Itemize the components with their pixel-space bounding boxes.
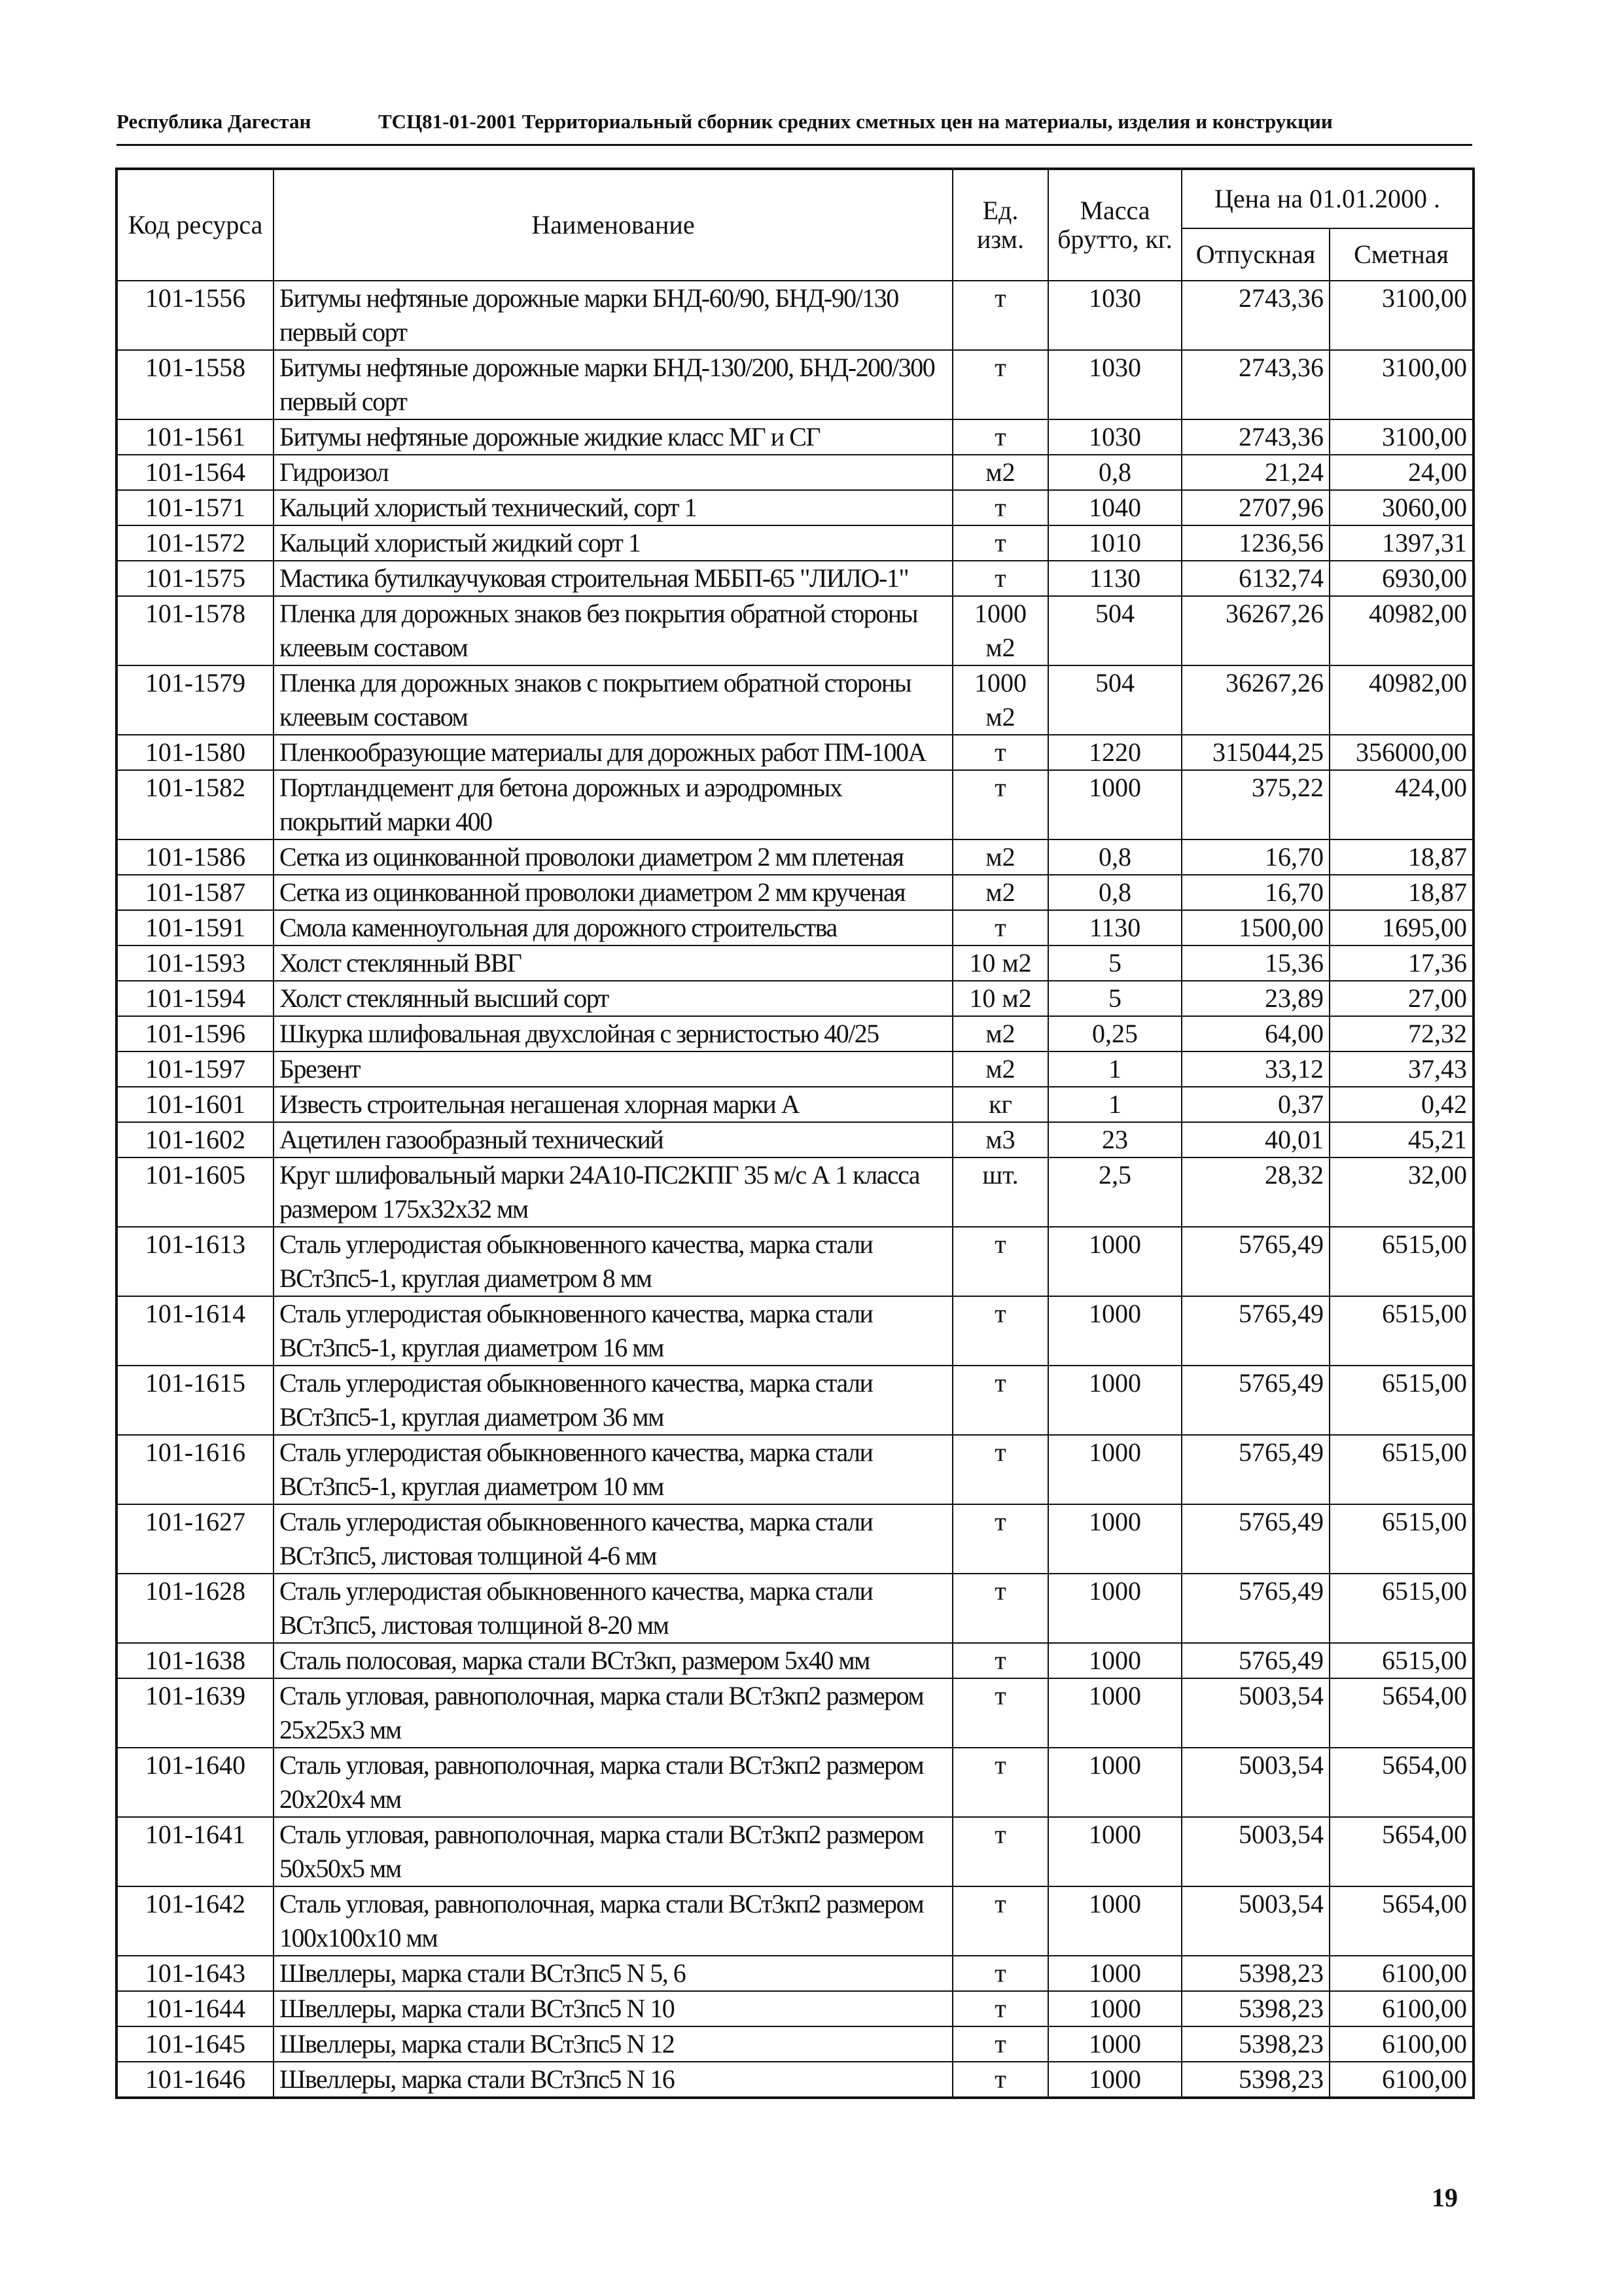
row-unit: т <box>953 1678 1048 1748</box>
row-name: Шкурка шлифовальная двухслойная с зернистостью 40/25 <box>274 1016 953 1051</box>
row-unit: т <box>953 1817 1048 1886</box>
row-mass: 1030 <box>1048 281 1182 350</box>
row-release-price: 5398,23 <box>1182 1956 1330 1991</box>
row-code: 101-1558 <box>116 350 274 419</box>
table-row <box>116 490 1474 525</box>
row-unit: т <box>953 525 1048 561</box>
row-name: Битумы нефтяные дорожные марки БНД-130/200, БНД-200/300 первый сорт <box>274 350 953 419</box>
row-estimate-price: 5654,00 <box>1330 1817 1474 1886</box>
row-release-price: 23,89 <box>1182 981 1330 1016</box>
row-estimate-price: 6515,00 <box>1330 1366 1474 1435</box>
row-release-price: 21,24 <box>1182 455 1330 490</box>
row-name: Битумы нефтяные дорожные жидкие класс МГ и СГ <box>274 419 953 455</box>
row-name: Сталь угловая, равнополочная, марка стали ВСт3кп2 размером 100х100х10 мм <box>274 1886 953 1956</box>
row-name: Сталь угловая, равнополочная, марка стали ВСт3кп2 размером 20х20х4 мм <box>274 1748 953 1817</box>
row-name: Швеллеры, марка стали ВСт3пс5 N 10 <box>274 1991 953 2026</box>
row-name: Сталь угловая, равнополочная, марка стали ВСт3кп2 размером 25х25х3 мм <box>274 1678 953 1748</box>
header-rule <box>116 144 1472 146</box>
row-code: 101-1628 <box>116 1574 274 1643</box>
row-name: Гидроизол <box>274 455 953 490</box>
row-mass: 1000 <box>1048 770 1182 839</box>
row-release-price: 16,70 <box>1182 839 1330 875</box>
row-estimate-price: 5654,00 <box>1330 1886 1474 1956</box>
row-code: 101-1561 <box>116 419 274 455</box>
row-release-price: 40,01 <box>1182 1122 1330 1157</box>
row-release-price: 16,70 <box>1182 875 1330 910</box>
table-row <box>116 525 1474 561</box>
page-header <box>116 110 1472 133</box>
price-table <box>115 168 1475 2099</box>
table-row <box>116 1366 1474 1435</box>
row-unit: т <box>953 561 1048 596</box>
row-mass: 1000 <box>1048 1504 1182 1574</box>
row-unit: м2 <box>953 455 1048 490</box>
row-mass: 0,8 <box>1048 455 1182 490</box>
row-release-price: 5003,54 <box>1182 1748 1330 1817</box>
row-release-price: 5398,23 <box>1182 1991 1330 2026</box>
row-release-price: 2707,96 <box>1182 490 1330 525</box>
row-name: Пленка для дорожных знаков с покрытием обратной стороны клеевым составом <box>274 665 953 735</box>
row-release-price: 36267,26 <box>1182 665 1330 735</box>
row-estimate-price: 1695,00 <box>1330 910 1474 945</box>
row-unit: кг <box>953 1087 1048 1122</box>
row-code: 101-1638 <box>116 1643 274 1678</box>
table-row <box>116 1157 1474 1227</box>
table-row <box>116 1678 1474 1748</box>
row-release-price: 315044,25 <box>1182 735 1330 770</box>
row-release-price: 5765,49 <box>1182 1366 1330 1435</box>
row-estimate-price: 6515,00 <box>1330 1574 1474 1643</box>
row-name: Сталь углеродистая обыкновенного качества, марка стали ВСт3пс5, листовая толщиной 8-20 мм <box>274 1574 953 1643</box>
table-row <box>116 981 1474 1016</box>
table-row <box>116 735 1474 770</box>
row-name: Швеллеры, марка стали ВСт3пс5 N 5, 6 <box>274 1956 953 1991</box>
row-estimate-price: 3100,00 <box>1330 350 1474 419</box>
row-unit: т <box>953 1366 1048 1435</box>
row-mass: 1000 <box>1048 1991 1182 2026</box>
row-code: 101-1643 <box>116 1956 274 1991</box>
row-estimate-price: 6100,00 <box>1330 1991 1474 2026</box>
row-release-price: 2743,36 <box>1182 419 1330 455</box>
row-code: 101-1556 <box>116 281 274 350</box>
table-row <box>116 1643 1474 1678</box>
row-name: Сталь углеродистая обыкновенного качества, марка стали ВСт3пс5-1, круглая диаметром 10 мм <box>274 1435 953 1504</box>
row-name: Холст стеклянный ВВГ <box>274 945 953 981</box>
table-row <box>116 1748 1474 1817</box>
row-release-price: 5765,49 <box>1182 1574 1330 1643</box>
row-unit: т <box>953 1748 1048 1817</box>
row-name: Ацетилен газообразный технический <box>274 1122 953 1157</box>
row-release-price: 5003,54 <box>1182 1886 1330 1956</box>
table-header-row <box>116 169 1474 228</box>
row-code: 101-1614 <box>116 1296 274 1366</box>
row-mass: 1130 <box>1048 561 1182 596</box>
row-estimate-price: 424,00 <box>1330 770 1474 839</box>
row-code: 101-1596 <box>116 1016 274 1051</box>
row-code: 101-1605 <box>116 1157 274 1227</box>
row-estimate-price: 45,21 <box>1330 1122 1474 1157</box>
row-mass: 1 <box>1048 1051 1182 1087</box>
row-release-price: 15,36 <box>1182 945 1330 981</box>
row-release-price: 36267,26 <box>1182 596 1330 665</box>
page-number: 19 <box>1432 2183 1458 2212</box>
table-row <box>116 1991 1474 2026</box>
table-row <box>116 945 1474 981</box>
table-row <box>116 455 1474 490</box>
row-code: 101-1564 <box>116 455 274 490</box>
row-release-price: 2743,36 <box>1182 281 1330 350</box>
row-mass: 1000 <box>1048 1956 1182 1991</box>
row-mass: 1030 <box>1048 350 1182 419</box>
row-estimate-price: 18,87 <box>1330 875 1474 910</box>
row-unit: т <box>953 2062 1048 2098</box>
table-body <box>116 281 1474 2098</box>
row-name: Сталь полосовая, марка стали ВСт3кп, размером 5х40 мм <box>274 1643 953 1678</box>
row-code: 101-1646 <box>116 2062 274 2098</box>
row-mass: 1040 <box>1048 490 1182 525</box>
col-header-code: Код ресурса <box>116 169 274 281</box>
row-name: Кальций хлористый технический, сорт 1 <box>274 490 953 525</box>
row-name: Круг шлифовальный марки 24А10-ПС2КПГ 35 м/с А 1 класса размером 175х32х32 мм <box>274 1157 953 1227</box>
row-release-price: 5765,49 <box>1182 1504 1330 1574</box>
row-code: 101-1640 <box>116 1748 274 1817</box>
row-code: 101-1641 <box>116 1817 274 1886</box>
header-region: Республика Дагестан <box>116 110 311 133</box>
row-code: 101-1587 <box>116 875 274 910</box>
row-estimate-price: 3100,00 <box>1330 419 1474 455</box>
row-mass: 0,25 <box>1048 1016 1182 1051</box>
row-mass: 1000 <box>1048 2026 1182 2062</box>
row-unit: т <box>953 1227 1048 1296</box>
row-code: 101-1616 <box>116 1435 274 1504</box>
row-unit: т <box>953 1886 1048 1956</box>
row-mass: 0,8 <box>1048 875 1182 910</box>
row-name: Пленка для дорожных знаков без покрытия обратной стороны клеевым составом <box>274 596 953 665</box>
row-release-price: 2743,36 <box>1182 350 1330 419</box>
row-name: Кальций хлористый жидкий сорт 1 <box>274 525 953 561</box>
row-mass: 5 <box>1048 981 1182 1016</box>
row-name: Смола каменноугольная для дорожного строительства <box>274 910 953 945</box>
col-header-mass: Масса брутто, кг. <box>1048 169 1182 281</box>
table-row <box>116 1016 1474 1051</box>
table-row <box>116 1886 1474 1956</box>
row-unit: м2 <box>953 1016 1048 1051</box>
row-estimate-price: 6100,00 <box>1330 2062 1474 2098</box>
row-release-price: 5003,54 <box>1182 1817 1330 1886</box>
row-estimate-price: 37,43 <box>1330 1051 1474 1087</box>
row-code: 101-1639 <box>116 1678 274 1748</box>
row-release-price: 375,22 <box>1182 770 1330 839</box>
row-mass: 1130 <box>1048 910 1182 945</box>
table-row <box>116 1817 1474 1886</box>
row-name: Сталь угловая, равнополочная, марка стали ВСт3кп2 размером 50х50х5 мм <box>274 1817 953 1886</box>
row-code: 101-1571 <box>116 490 274 525</box>
row-mass: 23 <box>1048 1122 1182 1157</box>
row-unit: т <box>953 1991 1048 2026</box>
row-estimate-price: 72,32 <box>1330 1016 1474 1051</box>
row-release-price: 6132,74 <box>1182 561 1330 596</box>
row-release-price: 5765,49 <box>1182 1643 1330 1678</box>
row-unit: м2 <box>953 1051 1048 1087</box>
row-release-price: 33,12 <box>1182 1051 1330 1087</box>
row-estimate-price: 1397,31 <box>1330 525 1474 561</box>
row-code: 101-1582 <box>116 770 274 839</box>
row-estimate-price: 3060,00 <box>1330 490 1474 525</box>
table-row <box>116 2026 1474 2062</box>
row-code: 101-1575 <box>116 561 274 596</box>
table-row <box>116 596 1474 665</box>
row-code: 101-1572 <box>116 525 274 561</box>
row-release-price: 28,32 <box>1182 1157 1330 1227</box>
row-estimate-price: 6515,00 <box>1330 1227 1474 1296</box>
row-name: Сталь углеродистая обыкновенного качества, марка стали ВСт3пс5-1, круглая диаметром 36 мм <box>274 1366 953 1435</box>
row-code: 101-1645 <box>116 2026 274 2062</box>
col-header-price-group: Цена на 01.01.2000 . <box>1182 169 1474 228</box>
row-estimate-price: 5654,00 <box>1330 1748 1474 1817</box>
row-estimate-price: 27,00 <box>1330 981 1474 1016</box>
table-row <box>116 770 1474 839</box>
row-mass: 1000 <box>1048 1227 1182 1296</box>
row-release-price: 5398,23 <box>1182 2062 1330 2098</box>
row-name: Мастика бутилкаучуковая строительная МББП-65 "ЛИЛО-1" <box>274 561 953 596</box>
row-name: Пленкообразующие материалы для дорожных работ ПМ-100А <box>274 735 953 770</box>
row-code: 101-1579 <box>116 665 274 735</box>
table-row <box>116 561 1474 596</box>
row-estimate-price: 24,00 <box>1330 455 1474 490</box>
row-estimate-price: 40982,00 <box>1330 596 1474 665</box>
row-unit: т <box>953 281 1048 350</box>
row-unit: т <box>953 1435 1048 1504</box>
row-estimate-price: 6100,00 <box>1330 2026 1474 2062</box>
row-mass: 1000 <box>1048 1886 1182 1956</box>
row-name: Швеллеры, марка стали ВСт3пс5 N 16 <box>274 2062 953 2098</box>
row-unit: т <box>953 350 1048 419</box>
row-name: Портландцемент для бетона дорожных и аэродромных покрытий марки 400 <box>274 770 953 839</box>
row-code: 101-1627 <box>116 1504 274 1574</box>
row-unit: т <box>953 770 1048 839</box>
row-mass: 504 <box>1048 596 1182 665</box>
table-row <box>116 1504 1474 1574</box>
row-name: Холст стеклянный высший сорт <box>274 981 953 1016</box>
row-estimate-price: 3100,00 <box>1330 281 1474 350</box>
row-mass: 1000 <box>1048 1435 1182 1504</box>
table-row <box>116 1435 1474 1504</box>
row-unit: т <box>953 735 1048 770</box>
row-unit: 1000 м2 <box>953 665 1048 735</box>
row-estimate-price: 40982,00 <box>1330 665 1474 735</box>
row-code: 101-1642 <box>116 1886 274 1956</box>
row-unit: 10 м2 <box>953 945 1048 981</box>
row-estimate-price: 6100,00 <box>1330 1956 1474 1991</box>
row-release-price: 64,00 <box>1182 1016 1330 1051</box>
row-mass: 1010 <box>1048 525 1182 561</box>
row-release-price: 1236,56 <box>1182 525 1330 561</box>
table-row <box>116 665 1474 735</box>
row-release-price: 5765,49 <box>1182 1227 1330 1296</box>
row-code: 101-1602 <box>116 1122 274 1157</box>
row-mass: 504 <box>1048 665 1182 735</box>
row-code: 101-1613 <box>116 1227 274 1296</box>
row-code: 101-1644 <box>116 1991 274 2026</box>
row-unit: 1000 м2 <box>953 596 1048 665</box>
table-row <box>116 839 1474 875</box>
row-code: 101-1586 <box>116 839 274 875</box>
row-mass: 2,5 <box>1048 1157 1182 1227</box>
table-row <box>116 1574 1474 1643</box>
table-row <box>116 1956 1474 1991</box>
row-name: Известь строительная негашеная хлорная марки А <box>274 1087 953 1122</box>
row-mass: 1000 <box>1048 1366 1182 1435</box>
row-mass: 0,8 <box>1048 839 1182 875</box>
row-mass: 1220 <box>1048 735 1182 770</box>
row-estimate-price: 0,42 <box>1330 1087 1474 1122</box>
row-release-price: 5765,49 <box>1182 1296 1330 1366</box>
row-mass: 1 <box>1048 1087 1182 1122</box>
row-unit: т <box>953 1574 1048 1643</box>
table-row <box>116 1122 1474 1157</box>
row-unit: м3 <box>953 1122 1048 1157</box>
table-row <box>116 1087 1474 1122</box>
col-header-release-price: Отпускная <box>1182 228 1330 281</box>
row-name: Швеллеры, марка стали ВСт3пс5 N 12 <box>274 2026 953 2062</box>
row-mass: 1030 <box>1048 419 1182 455</box>
row-estimate-price: 32,00 <box>1330 1157 1474 1227</box>
table-row <box>116 281 1474 350</box>
row-unit: т <box>953 2026 1048 2062</box>
header-title: ТСЦ81-01-2001 Территориальный сборник средних сметных цен на материалы, изделия и конструкции <box>378 110 1333 133</box>
row-name: Сталь углеродистая обыкновенного качества, марка стали ВСт3пс5-1, круглая диаметром 8 мм <box>274 1227 953 1296</box>
col-header-unit: Ед. изм. <box>953 169 1048 281</box>
row-unit: т <box>953 910 1048 945</box>
row-estimate-price: 6515,00 <box>1330 1504 1474 1574</box>
table-row <box>116 910 1474 945</box>
row-name: Битумы нефтяные дорожные марки БНД-60/90, БНД-90/130 первый сорт <box>274 281 953 350</box>
row-unit: шт. <box>953 1157 1048 1227</box>
table-row <box>116 1296 1474 1366</box>
row-unit: т <box>953 1504 1048 1574</box>
row-release-price: 1500,00 <box>1182 910 1330 945</box>
row-unit: м2 <box>953 875 1048 910</box>
row-estimate-price: 6515,00 <box>1330 1643 1474 1678</box>
row-name: Сетка из оцинкованной проволоки диаметром 2 мм плетеная <box>274 839 953 875</box>
row-estimate-price: 17,36 <box>1330 945 1474 981</box>
row-code: 101-1578 <box>116 596 274 665</box>
row-mass: 1000 <box>1048 1678 1182 1748</box>
row-name: Сталь углеродистая обыкновенного качества, марка стали ВСт3пс5, листовая толщиной 4-6 мм <box>274 1504 953 1574</box>
row-mass: 1000 <box>1048 1643 1182 1678</box>
row-mass: 1000 <box>1048 1574 1182 1643</box>
row-estimate-price: 6515,00 <box>1330 1296 1474 1366</box>
row-mass: 5 <box>1048 945 1182 981</box>
row-estimate-price: 5654,00 <box>1330 1678 1474 1748</box>
table-row <box>116 350 1474 419</box>
row-name: Брезент <box>274 1051 953 1087</box>
row-code: 101-1580 <box>116 735 274 770</box>
row-estimate-price: 6515,00 <box>1330 1435 1474 1504</box>
row-mass: 1000 <box>1048 2062 1182 2098</box>
row-unit: т <box>953 1643 1048 1678</box>
row-code: 101-1591 <box>116 910 274 945</box>
row-mass: 1000 <box>1048 1748 1182 1817</box>
row-estimate-price: 18,87 <box>1330 839 1474 875</box>
row-mass: 1000 <box>1048 1817 1182 1886</box>
row-unit: м2 <box>953 839 1048 875</box>
row-name: Сетка из оцинкованной проволоки диаметром 2 мм крученая <box>274 875 953 910</box>
table-row <box>116 1051 1474 1087</box>
row-mass: 1000 <box>1048 1296 1182 1366</box>
table-row <box>116 1227 1474 1296</box>
row-code: 101-1615 <box>116 1366 274 1435</box>
col-header-estimate-price: Сметная <box>1330 228 1474 281</box>
table-row <box>116 419 1474 455</box>
table-row <box>116 2062 1474 2098</box>
row-code: 101-1601 <box>116 1087 274 1122</box>
row-release-price: 5398,23 <box>1182 2026 1330 2062</box>
row-code: 101-1593 <box>116 945 274 981</box>
row-unit: т <box>953 490 1048 525</box>
row-code: 101-1597 <box>116 1051 274 1087</box>
row-code: 101-1594 <box>116 981 274 1016</box>
row-unit: т <box>953 1956 1048 1991</box>
row-unit: т <box>953 419 1048 455</box>
col-header-name: Наименование <box>274 169 953 281</box>
row-unit: 10 м2 <box>953 981 1048 1016</box>
row-release-price: 5765,49 <box>1182 1435 1330 1504</box>
row-estimate-price: 356000,00 <box>1330 735 1474 770</box>
table-row <box>116 875 1474 910</box>
row-unit: т <box>953 1296 1048 1366</box>
row-name: Сталь углеродистая обыкновенного качества, марка стали ВСт3пс5-1, круглая диаметром 16 мм <box>274 1296 953 1366</box>
row-estimate-price: 6930,00 <box>1330 561 1474 596</box>
row-release-price: 5003,54 <box>1182 1678 1330 1748</box>
row-release-price: 0,37 <box>1182 1087 1330 1122</box>
